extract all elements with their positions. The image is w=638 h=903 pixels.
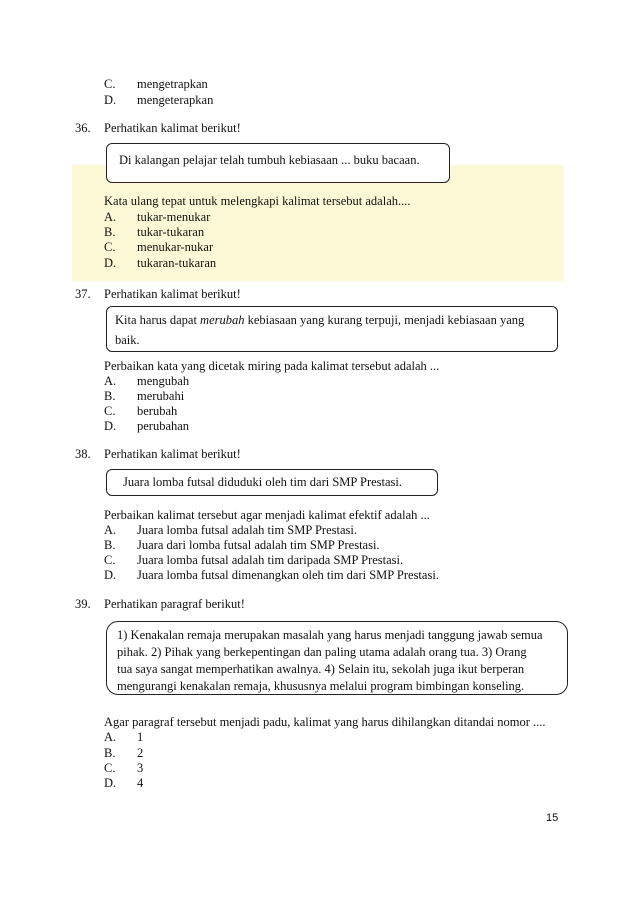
option-text: 2 — [137, 746, 144, 760]
option-text: Juara lomba futsal adalah tim SMP Prestasi. — [137, 523, 357, 537]
q37-italic-word: merubah — [200, 313, 245, 327]
option-text: mengetrapkan — [137, 77, 208, 91]
option-letter: C. — [104, 77, 116, 91]
q39-box-line2: pihak. 2) Pihak yang berkepentingan dan paling utama adalah orang tua. 3) Orang — [117, 645, 527, 659]
q36-number: 36. — [75, 121, 91, 135]
q37-box-before: Kita harus dapat — [115, 313, 201, 327]
option-letter: A. — [104, 523, 117, 537]
option-text: tukaran-tukaran — [137, 256, 217, 270]
page-number: 15 — [546, 812, 559, 824]
option-letter: A. — [104, 374, 117, 388]
option-letter: D. — [104, 256, 117, 270]
option-letter: B. — [104, 225, 116, 239]
q36-question: Kata ulang tepat untuk melengkapi kalimat tersebut adalah.... — [104, 194, 411, 208]
option-letter: A. — [104, 210, 117, 224]
q38-prompt: Perhatikan kalimat berikut! — [104, 447, 241, 461]
q37-box-after: kebiasaan yang kurang terpuji, menjadi kebiasaan yang — [244, 313, 525, 327]
option-text: merubahi — [137, 389, 185, 403]
option-text: berubah — [137, 404, 178, 418]
option-letter: C. — [104, 553, 116, 567]
option-text: 3 — [137, 761, 144, 775]
option-text: mengubah — [137, 374, 190, 388]
q39-box-line3: tua saya sangat memperhatikan awalnya. 4) Selain itu, sekolah juga ikut berperan — [117, 662, 525, 676]
option-letter: D. — [104, 419, 117, 433]
option-letter: C. — [104, 404, 116, 418]
option-text: mengeterapkan — [137, 93, 214, 107]
q37-box-line2: baik. — [115, 333, 140, 347]
option-text: 4 — [137, 776, 144, 790]
option-text: tukar-menukar — [137, 210, 211, 224]
q37-sentence-box — [106, 306, 558, 352]
option-letter: D. — [104, 568, 117, 582]
option-text: Juara dari lomba futsal adalah tim SMP Prestasi. — [137, 538, 380, 552]
option-letter: A. — [104, 730, 117, 744]
q37-prompt: Perhatikan kalimat berikut! — [104, 287, 241, 301]
q39-box-line1: 1) Kenakalan remaja merupakan masalah yang harus menjadi tanggung jawab semua — [117, 628, 543, 642]
option-letter: C. — [104, 240, 116, 254]
q37-number: 37. — [75, 287, 91, 301]
q39-question: Agar paragraf tersebut menjadi padu, kalimat yang harus dihilangkan ditandai nomor .... — [104, 715, 546, 729]
option-letter: C. — [104, 761, 116, 775]
option-text: Juara lomba futsal dimenangkan oleh tim dari SMP Prestasi. — [137, 568, 439, 582]
q37-question: Perbaikan kata yang dicetak miring pada kalimat tersebut adalah ... — [104, 359, 440, 373]
option-text: 1 — [137, 730, 144, 744]
option-letter: D. — [104, 776, 117, 790]
q37-box-line1 — [115, 312, 549, 329]
option-text: menukar-nukar — [137, 240, 214, 254]
option-letter: D. — [104, 93, 117, 107]
option-letter: B. — [104, 538, 116, 552]
option-text: Juara lomba futsal adalah tim daripada SMP Prestasi. — [137, 553, 404, 567]
q38-number: 38. — [75, 447, 91, 461]
q39-paragraph-box — [106, 621, 568, 695]
q38-sentence-box — [106, 469, 438, 496]
option-text: tukar-tukaran — [137, 225, 205, 239]
option-letter: B. — [104, 746, 116, 760]
option-letter: B. — [104, 389, 116, 403]
q36-prompt: Perhatikan kalimat berikut! — [104, 121, 241, 135]
q36-box-text: Di kalangan pelajar telah tumbuh kebiasaan ... buku bacaan. — [119, 153, 420, 167]
q39-number: 39. — [75, 597, 91, 611]
q38-box-text: Juara lomba futsal diduduki oleh tim dari SMP Prestasi. — [123, 475, 403, 489]
q38-question: Perbaikan kalimat tersebut agar menjadi kalimat efektif adalah ... — [104, 508, 430, 522]
q36-sentence-box — [106, 143, 450, 183]
q39-box-line4: mengurangi kenakalan remaja, khususnya melalui program bimbingan konseling. — [117, 679, 525, 693]
option-text: perubahan — [137, 419, 190, 433]
q39-prompt: Perhatikan paragraf berikut! — [104, 597, 245, 611]
